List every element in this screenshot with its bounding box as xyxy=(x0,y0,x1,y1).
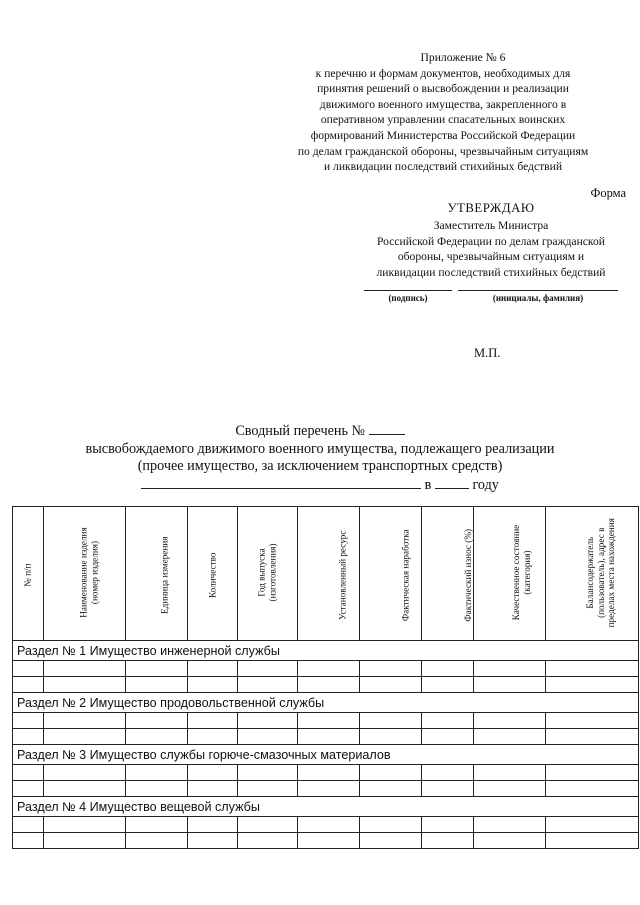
table-cell[interactable] xyxy=(238,713,298,729)
table-cell[interactable] xyxy=(238,729,298,745)
table-cell[interactable] xyxy=(360,729,422,745)
section-heading: Раздел № 1 Имущество инженерной службы xyxy=(13,641,639,661)
table-cell[interactable] xyxy=(126,833,188,849)
table-cell[interactable] xyxy=(44,677,126,693)
column-header-label: Балансодержатель (пользователь), адрес в пределах места нахождения xyxy=(584,517,616,627)
table-cell[interactable] xyxy=(474,833,546,849)
table-cell[interactable] xyxy=(44,713,126,729)
table-cell[interactable] xyxy=(298,729,360,745)
table-cell[interactable] xyxy=(474,713,546,729)
table-cell[interactable] xyxy=(13,729,44,745)
column-header-label: Качественное состояние (категория) xyxy=(511,524,532,620)
table-cell[interactable] xyxy=(546,833,639,849)
document-title xyxy=(0,422,640,494)
signature-field[interactable] xyxy=(364,290,452,303)
table-cell[interactable] xyxy=(238,661,298,677)
table-cell[interactable] xyxy=(13,713,44,729)
name-caption: (инициалы, фамилия) xyxy=(492,293,584,303)
table-cell[interactable] xyxy=(126,765,188,781)
column-header xyxy=(422,507,474,641)
table-cell[interactable] xyxy=(360,765,422,781)
approval-line: Заместитель Министра xyxy=(433,219,549,233)
table-cell[interactable] xyxy=(474,817,546,833)
column-header xyxy=(474,507,546,641)
appendix-line: движимого военного имущества, закрепленного в xyxy=(319,97,567,111)
table-cell[interactable] xyxy=(126,781,188,797)
table-cell[interactable] xyxy=(422,729,474,745)
table-cell[interactable] xyxy=(298,781,360,797)
table-row xyxy=(13,661,639,677)
approval-line: ликвидации последствий стихийных бедствий xyxy=(376,265,606,279)
approval-block xyxy=(356,201,626,280)
table-cell[interactable] xyxy=(422,765,474,781)
section-row xyxy=(13,641,639,661)
column-header-label: Количество xyxy=(207,551,218,598)
appendix-number: Приложение № 6 xyxy=(420,51,506,64)
table-cell[interactable] xyxy=(188,833,238,849)
column-header-label: Фактическая наработка xyxy=(400,528,411,621)
table-cell[interactable] xyxy=(422,817,474,833)
table-cell[interactable] xyxy=(188,677,238,693)
appendix-line: оперативном управлении спасательных воинских xyxy=(320,113,566,127)
table-row xyxy=(13,677,639,693)
list-number-blank[interactable] xyxy=(369,422,405,435)
table-cell[interactable] xyxy=(474,765,546,781)
column-header xyxy=(44,507,126,641)
table-row xyxy=(13,729,639,745)
table-cell[interactable] xyxy=(298,765,360,781)
table-cell[interactable] xyxy=(126,729,188,745)
table-cell[interactable] xyxy=(126,817,188,833)
appendix-header xyxy=(250,50,636,175)
table-cell[interactable] xyxy=(360,713,422,729)
table-cell[interactable] xyxy=(546,677,639,693)
table-cell[interactable] xyxy=(546,765,639,781)
table-cell[interactable] xyxy=(13,833,44,849)
table-cell[interactable] xyxy=(44,833,126,849)
table-cell[interactable] xyxy=(546,781,639,797)
table-cell[interactable] xyxy=(298,713,360,729)
appendix-line: по делам гражданской обороны, чрезвычайным ситуациям xyxy=(297,144,589,158)
section-row xyxy=(13,745,639,765)
title-line-3: (прочее имущество, за исключением транспортных средств) xyxy=(137,458,503,474)
section-heading: Раздел № 3 Имущество службы горюче-смазочных материалов xyxy=(13,745,639,765)
table-cell[interactable] xyxy=(422,833,474,849)
table-cell[interactable] xyxy=(546,713,639,729)
column-header xyxy=(238,507,298,641)
table-cell[interactable] xyxy=(13,817,44,833)
table-cell[interactable] xyxy=(238,677,298,693)
appendix-line: формирований Министерства Российской Федерации xyxy=(310,128,576,142)
table-row xyxy=(13,713,639,729)
section-heading: Раздел № 4 Имущество вещевой службы xyxy=(13,797,639,817)
table-cell[interactable] xyxy=(13,765,44,781)
title-line-1 xyxy=(0,422,640,441)
section-heading: Раздел № 2 Имущество продовольственной службы xyxy=(13,693,639,713)
table-cell[interactable] xyxy=(360,677,422,693)
table-cell[interactable] xyxy=(474,661,546,677)
table-cell[interactable] xyxy=(126,713,188,729)
table-row xyxy=(13,781,639,797)
section-row xyxy=(13,797,639,817)
table-cell[interactable] xyxy=(298,833,360,849)
table-cell[interactable] xyxy=(422,677,474,693)
appendix-line: и ликвидации последствий стихийных бедствий xyxy=(323,160,563,174)
table-cell[interactable] xyxy=(188,729,238,745)
title-line-4 xyxy=(0,476,640,495)
table-cell[interactable] xyxy=(422,781,474,797)
table-cell[interactable] xyxy=(546,817,639,833)
column-header xyxy=(13,507,44,641)
table-cell[interactable] xyxy=(188,817,238,833)
column-header-label: № п/п xyxy=(22,563,33,587)
table-cell[interactable] xyxy=(238,781,298,797)
table-cell[interactable] xyxy=(44,765,126,781)
table-cell[interactable] xyxy=(44,781,126,797)
title-line-2: высвобождаемого движимого военного имущества, подлежащего реализации xyxy=(85,440,555,457)
column-header xyxy=(298,507,360,641)
table-cell[interactable] xyxy=(13,677,44,693)
title-in: в xyxy=(424,476,432,493)
name-field[interactable] xyxy=(458,290,618,303)
table-cell[interactable] xyxy=(546,729,639,745)
summary-table xyxy=(12,506,639,849)
table-cell[interactable] xyxy=(474,677,546,693)
table-cell[interactable] xyxy=(188,781,238,797)
section-row xyxy=(13,693,639,713)
table-cell[interactable] xyxy=(298,817,360,833)
table-cell[interactable] xyxy=(360,833,422,849)
column-header-label: Наименование изделия (номер изделия) xyxy=(78,527,100,618)
signature-caption: (подпись) xyxy=(388,293,428,303)
table-cell[interactable] xyxy=(126,661,188,677)
table-cell[interactable] xyxy=(188,713,238,729)
appendix-line: к перечню и формам документов, необходимых для xyxy=(315,66,571,80)
table-cell[interactable] xyxy=(546,661,639,677)
column-header xyxy=(546,507,639,641)
table-cell[interactable] xyxy=(13,661,44,677)
table-cell[interactable] xyxy=(360,781,422,797)
column-header xyxy=(360,507,422,641)
table-row xyxy=(13,817,639,833)
form-label: Форма xyxy=(590,186,626,200)
table-cell[interactable] xyxy=(44,729,126,745)
column-header xyxy=(188,507,238,641)
table-cell[interactable] xyxy=(126,677,188,693)
title-prefix: Сводный перечень № xyxy=(235,423,366,439)
table-cell[interactable] xyxy=(298,677,360,693)
table-cell[interactable] xyxy=(44,817,126,833)
table-cell[interactable] xyxy=(474,729,546,745)
table-cell[interactable] xyxy=(188,765,238,781)
table-cell[interactable] xyxy=(44,661,126,677)
column-header-label: Фактический износ (%) xyxy=(463,528,474,622)
title-year: году xyxy=(472,476,499,493)
table-cell[interactable] xyxy=(238,817,298,833)
approval-line: обороны, чрезвычайным ситуациям и xyxy=(397,250,585,264)
table-cell[interactable] xyxy=(13,781,44,797)
year-blank[interactable] xyxy=(435,476,469,489)
appendix-line: принятия решений о высвобождении и реализации xyxy=(317,82,569,96)
table-cell[interactable] xyxy=(238,765,298,781)
column-header-label: Установленный ресурс xyxy=(337,530,348,620)
approval-heading: УТВЕРЖДАЮ xyxy=(447,201,535,215)
table-header-row xyxy=(13,507,639,641)
seal-label: М.П. xyxy=(474,346,501,360)
column-header xyxy=(126,507,188,641)
organization-blank[interactable] xyxy=(141,476,421,489)
column-header-label: Год выпуска (изготовления) xyxy=(256,543,278,602)
table-row xyxy=(13,833,639,849)
approval-line: Российской Федерации по делам гражданской xyxy=(377,234,605,248)
table-cell[interactable] xyxy=(188,661,238,677)
table-cell[interactable] xyxy=(422,713,474,729)
column-header-label: Единица измерения xyxy=(159,536,170,614)
table-row xyxy=(13,765,639,781)
table-cell[interactable] xyxy=(360,817,422,833)
table-cell[interactable] xyxy=(238,833,298,849)
table-cell[interactable] xyxy=(422,661,474,677)
table-cell[interactable] xyxy=(298,661,360,677)
table-cell[interactable] xyxy=(474,781,546,797)
table-cell[interactable] xyxy=(360,661,422,677)
